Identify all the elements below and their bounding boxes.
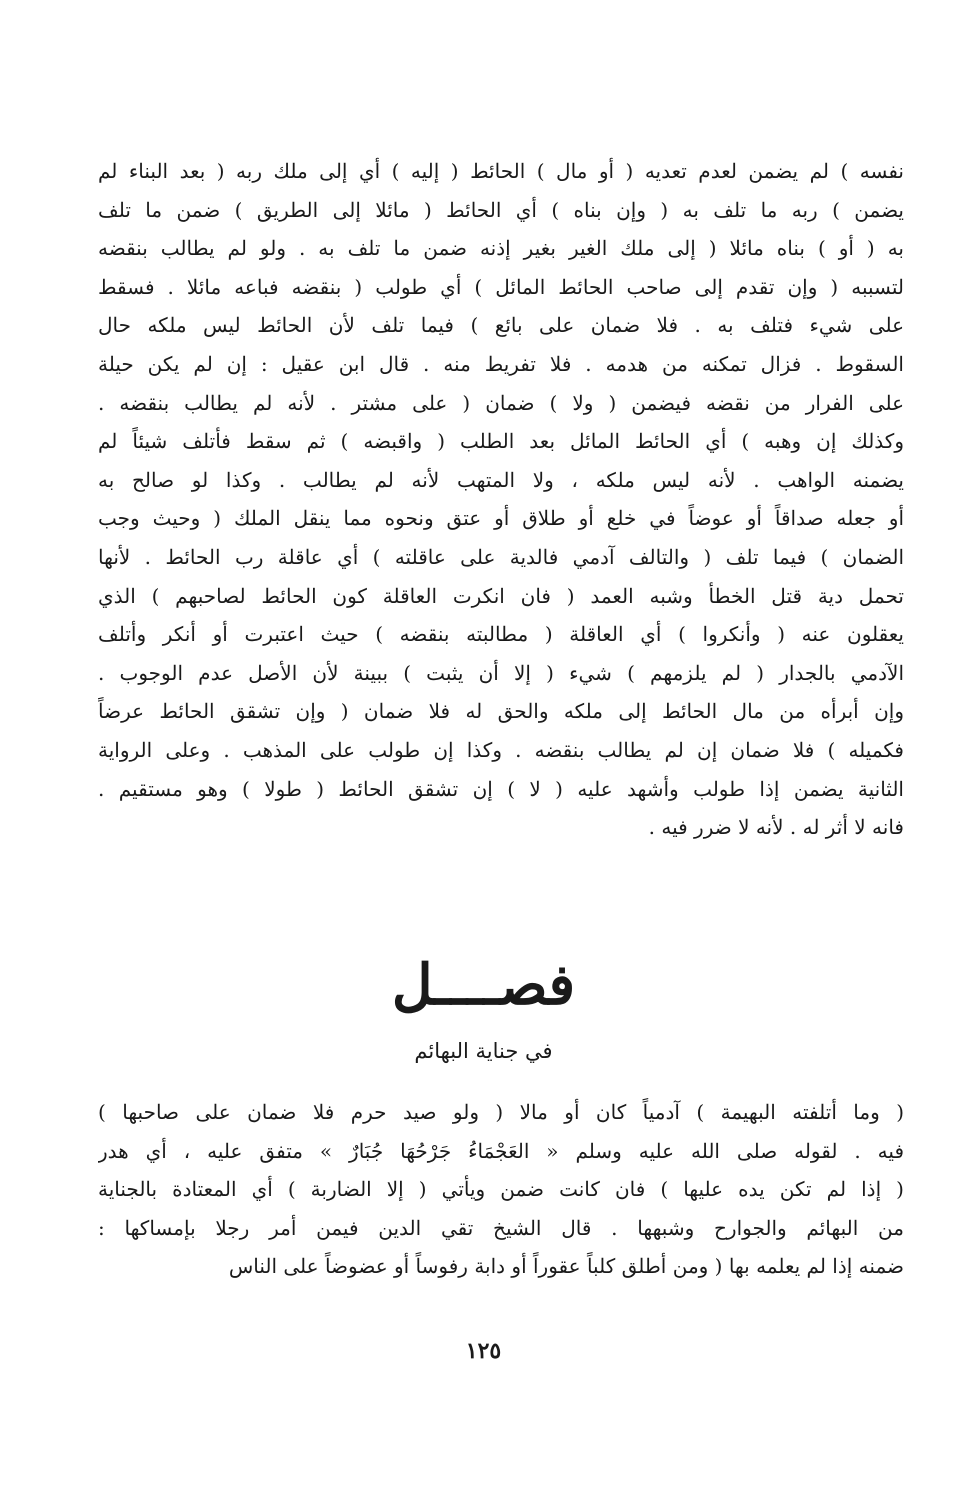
text-line: ( إذا لم تكن يده عليها ) فان كانت ضمن ويأتي ( إلا الضاربة ) أي المعتادة بالجناية — [98, 1177, 904, 1202]
text-line: لتسببه ( وإن تقدم إلى صاحب الحائط المائل ) أي طولب ( بنقضه فباعه مائلا . فسقط — [98, 274, 904, 299]
text-line: فكميله ) فلا ضمان إن لم يطالب بنقضه . وكذا إن طولب على المذهب . وعلى الرواية — [98, 737, 904, 762]
body-text-bottom — [98, 1093, 904, 1286]
text-line: على شيء فتلف به . فلا ضمان على بائع ) فيما تلف لأن الحائط ليس ملكه حال — [98, 313, 904, 338]
page-number: ١٢٥ — [465, 1338, 502, 1364]
text-line: ضمنه إذا لم يعلمه بها ( ومن أطلق كلباً عقوراً أو دابة رفوساً أو عضوضاً على الناس — [228, 1254, 904, 1279]
text-line: به ( أو ) بناه مائلا ( إلى ملك الغير بغير إذنه ضمن ما تلف به . ولو لم يطالب بنقضه — [98, 236, 904, 261]
text-line: وإن أبرأه من مال الحائط إلى ملكه والحق له فلا ضمان ( وإن تشقق الحائط عرضاً — [98, 699, 904, 724]
text-line: على الفرار من نقضه فيضمن ( ولا ) ضمان ( على مشتر . لأنه لم يطالب بنقضه . — [98, 390, 904, 415]
text-line: يضمنه الواهب . لأنه ليس ملكه ، ولا المتهب لأنه لم يطالب . وكذا لو صالح به — [98, 467, 904, 492]
text-line: فيه . لقوله صلى الله عليه وسلم « العَجْمَاءُ جَرْحُهَا جُبَارٌ » متفق عليه ، أي هدر — [98, 1138, 904, 1163]
text-line: نفسه ) لم يضمن لعدم تعديه ( أو مال ) الحائط ( إليه ) أي إلى ملك ربه ( بعد البناء لم — [98, 159, 904, 183]
text-line: يضمن ) ربه ما تلف به ( وإن بناه ) أي الحائط ( مائلا إلى الطريق ) ضمن ما تلف — [98, 197, 904, 222]
text-line: الثانية يضمن إذا طولب وأشهد عليه ( لا ) إن تشقق الحائط ( طولا ) وهو مستقيم . — [98, 776, 904, 801]
text-line: من البهائم والجوارح وشبهها . قال الشيخ تقي الدين فيمن أمر رجلا بإمساكها : — [98, 1215, 904, 1240]
text-line: ( وما أتلفته البهيمة ) آدمياً كان أو مالا ( ولو صيد حرم فلا ضمان على صاحبها ) — [98, 1100, 904, 1124]
text-line: فانه لا أثر له . لأنه لا ضرر فيه . — [648, 815, 904, 840]
text-line: الضمان ) فيما تلف ( والتالف آدمي فالدية على عاقلته ) أي عاقلة رب الحائط . لأنها — [98, 544, 904, 569]
text-line: وكذلك إن وهبه ) أي الحائط المائل بعد الطلب ( واقبضه ) ثم سقط فأتلف شيئاً لم — [98, 429, 904, 454]
text-line: تحمل دية قتل الخطأ وشبه العمد ( فان انكرت العاقلة كون الحائط لصاحبهم ) الذي — [98, 583, 904, 608]
text-line: يعقلون عنه ( وأنكروا ) أي العاقلة ( مطالبته بنقضه ) حيث اعتبرت أو أنكر وأتلف — [98, 622, 904, 647]
body-text-top — [98, 152, 904, 847]
text-line: الآدمي بالجدار ( لم يلزمهم ) شيء ( إلا أن يثبت ) ببينة لأن الأصل عدم الوجوب . — [98, 660, 904, 685]
text-line: أو جعله صداقاً أو عوضاً في خلع أو طلاق أو عتق ونحوه مما ينقل الملك ( وحيث وجب — [98, 506, 904, 531]
section-heading: فصــــل — [391, 952, 576, 1018]
section-subtitle: في جناية البهائم — [414, 1039, 553, 1063]
text-line: السقوط . فزال تمكنه من هدمه . فلا تفريط منه . قال ابن عقيل : إن لم يكن حيلة — [98, 351, 904, 376]
